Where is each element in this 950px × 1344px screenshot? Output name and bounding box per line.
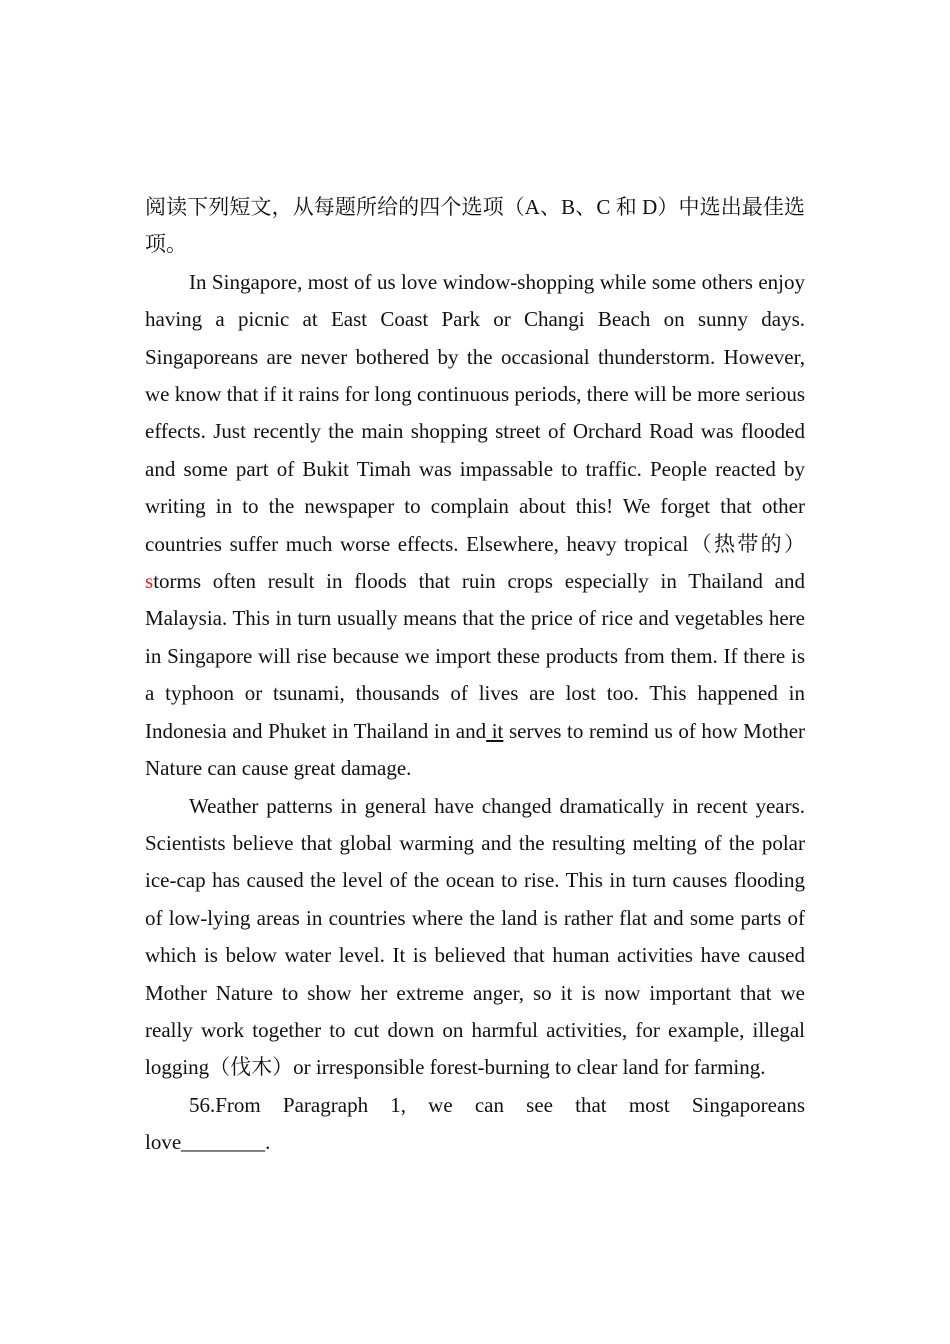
paragraph-2: Weather patterns in general have changed dramatically in recent years. Scientists believe that global warming and the resulting melting of the polar ice-cap has caused the level of the ocean to rise. This in turn causes flooding of low-lying areas in countries where the land is rather flat and some parts of which is below water level. It is believed that human activities have caused Mother Nature to show her extreme anger, so it is now important that we really work together to cut down on harmful activities, for example, illegal logging（伐木）or irresponsible forest-burning to clear land for farming. (145, 793, 805, 1080)
highlighted-letter: s (145, 569, 154, 594)
reading-passage (145, 189, 805, 1162)
question-56-blank: love________. (145, 1130, 271, 1155)
paragraph-1-text-c: serves to remind us of how Mother Nature can cause great damage. (145, 718, 806, 781)
paragraph-1 (145, 264, 805, 788)
question-56-stem: 56.From Paragraph 1, we can see that most Singaporeans (189, 1092, 805, 1117)
paragraph-1-text-a: In Singapore, most of us love window-shopping while some others enjoy having a picnic at East Coast Park or Changi Beach on sunny days. Singaporeans are never bothered by the occasional thunderstorm. However, we know that if it rains for long continuous periods, there will be more serious effects. Just recently the main shopping street of Orchard Road was flooded and some part of Bukit Timah was impassable to traffic. People reacted by writing in to the newspaper to complain about this! We forget that other countries suffer much worse effects. Elsewhere, heavy tropical（热带的） (145, 269, 806, 556)
instructions-text: 阅读下列短文，从每题所给的四个选项（A、B、C 和 D）中选出最佳选项。 (145, 195, 805, 257)
paragraph-1-text-b: torms often result in floods that ruin crops especially in Thailand and Malaysia. This in turn usually means that the price of rice and vegetables here in Singapore will rise because we import these products from them. If there is a typhoon or tsunami, thousands of lives are lost too. This happened in Indonesia and Phuket in Thailand in and (145, 569, 805, 743)
underlined-word: it (486, 718, 504, 743)
